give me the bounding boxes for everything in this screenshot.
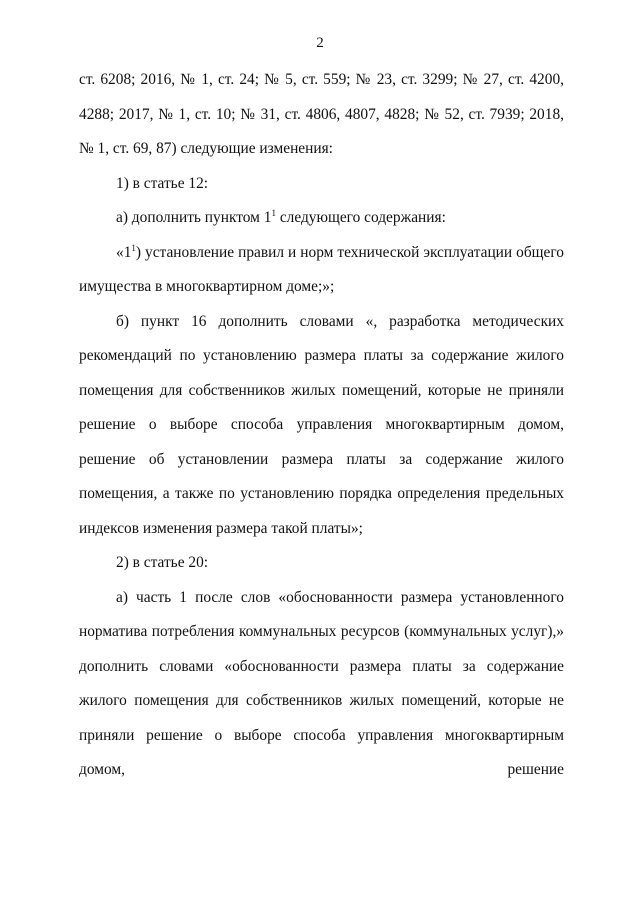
paragraph-item-1b: б) пункт 16 дополнить словами «, разработка методических рекомендаций по установлению размера платы за содержание жилого помещения для собственников жилых помещений, которые не приняли решение о выборе способа управления многоквартирным домом, решение об установлении размера платы за содержание жилого помещения, а также по установлению порядка определения предельных индексов изменения размера такой платы»; [79, 312, 564, 537]
paragraph-item-2a: а) часть 1 после слов «обоснованности размера установленного норматива потребления коммунальных ресурсов (коммунальных услуг),» дополнить словами «обоснованности размера платы за содержание жилого помещения для собственников жилых помещений, которые не приняли решение о выборе способа управления многоквартирным домом, решение [79, 588, 564, 778]
superscript-mark: 1 [131, 242, 136, 253]
page-number: 2 [316, 35, 324, 51]
paragraph-continuation: ст. 6208; 2016, № 1, ст. 24; № 5, ст. 559; № 23, ст. 3299; № 27, ст. 4200, 4288; 2017, № 1, ст. 10; № 31, ст. 4806, 4807, 4828; № 52, ст. 7939; 2018, № 1, ст. 69, 87) следующие изменения: [79, 71, 564, 157]
paragraph-item-1a [79, 201, 564, 236]
paragraph-quoted-point-end: ) установление правил и норм технической эксплуатации общего имущества в многоквартирном доме;»; [79, 243, 564, 295]
paragraph-item-1a-text-end: следующего содержания: [275, 209, 446, 226]
paragraph-item-1: 1) в статье 12: [116, 174, 209, 192]
paragraph-quoted-point [79, 236, 564, 305]
document-body [79, 63, 564, 788]
paragraph-item-2: 2) в статье 20: [116, 554, 209, 571]
paragraph-item-1a-text-start: а) дополнить пунктом 1 [116, 209, 272, 226]
paragraph-quoted-point-start: «1 [116, 243, 132, 261]
superscript-mark: 1 [271, 208, 276, 218]
